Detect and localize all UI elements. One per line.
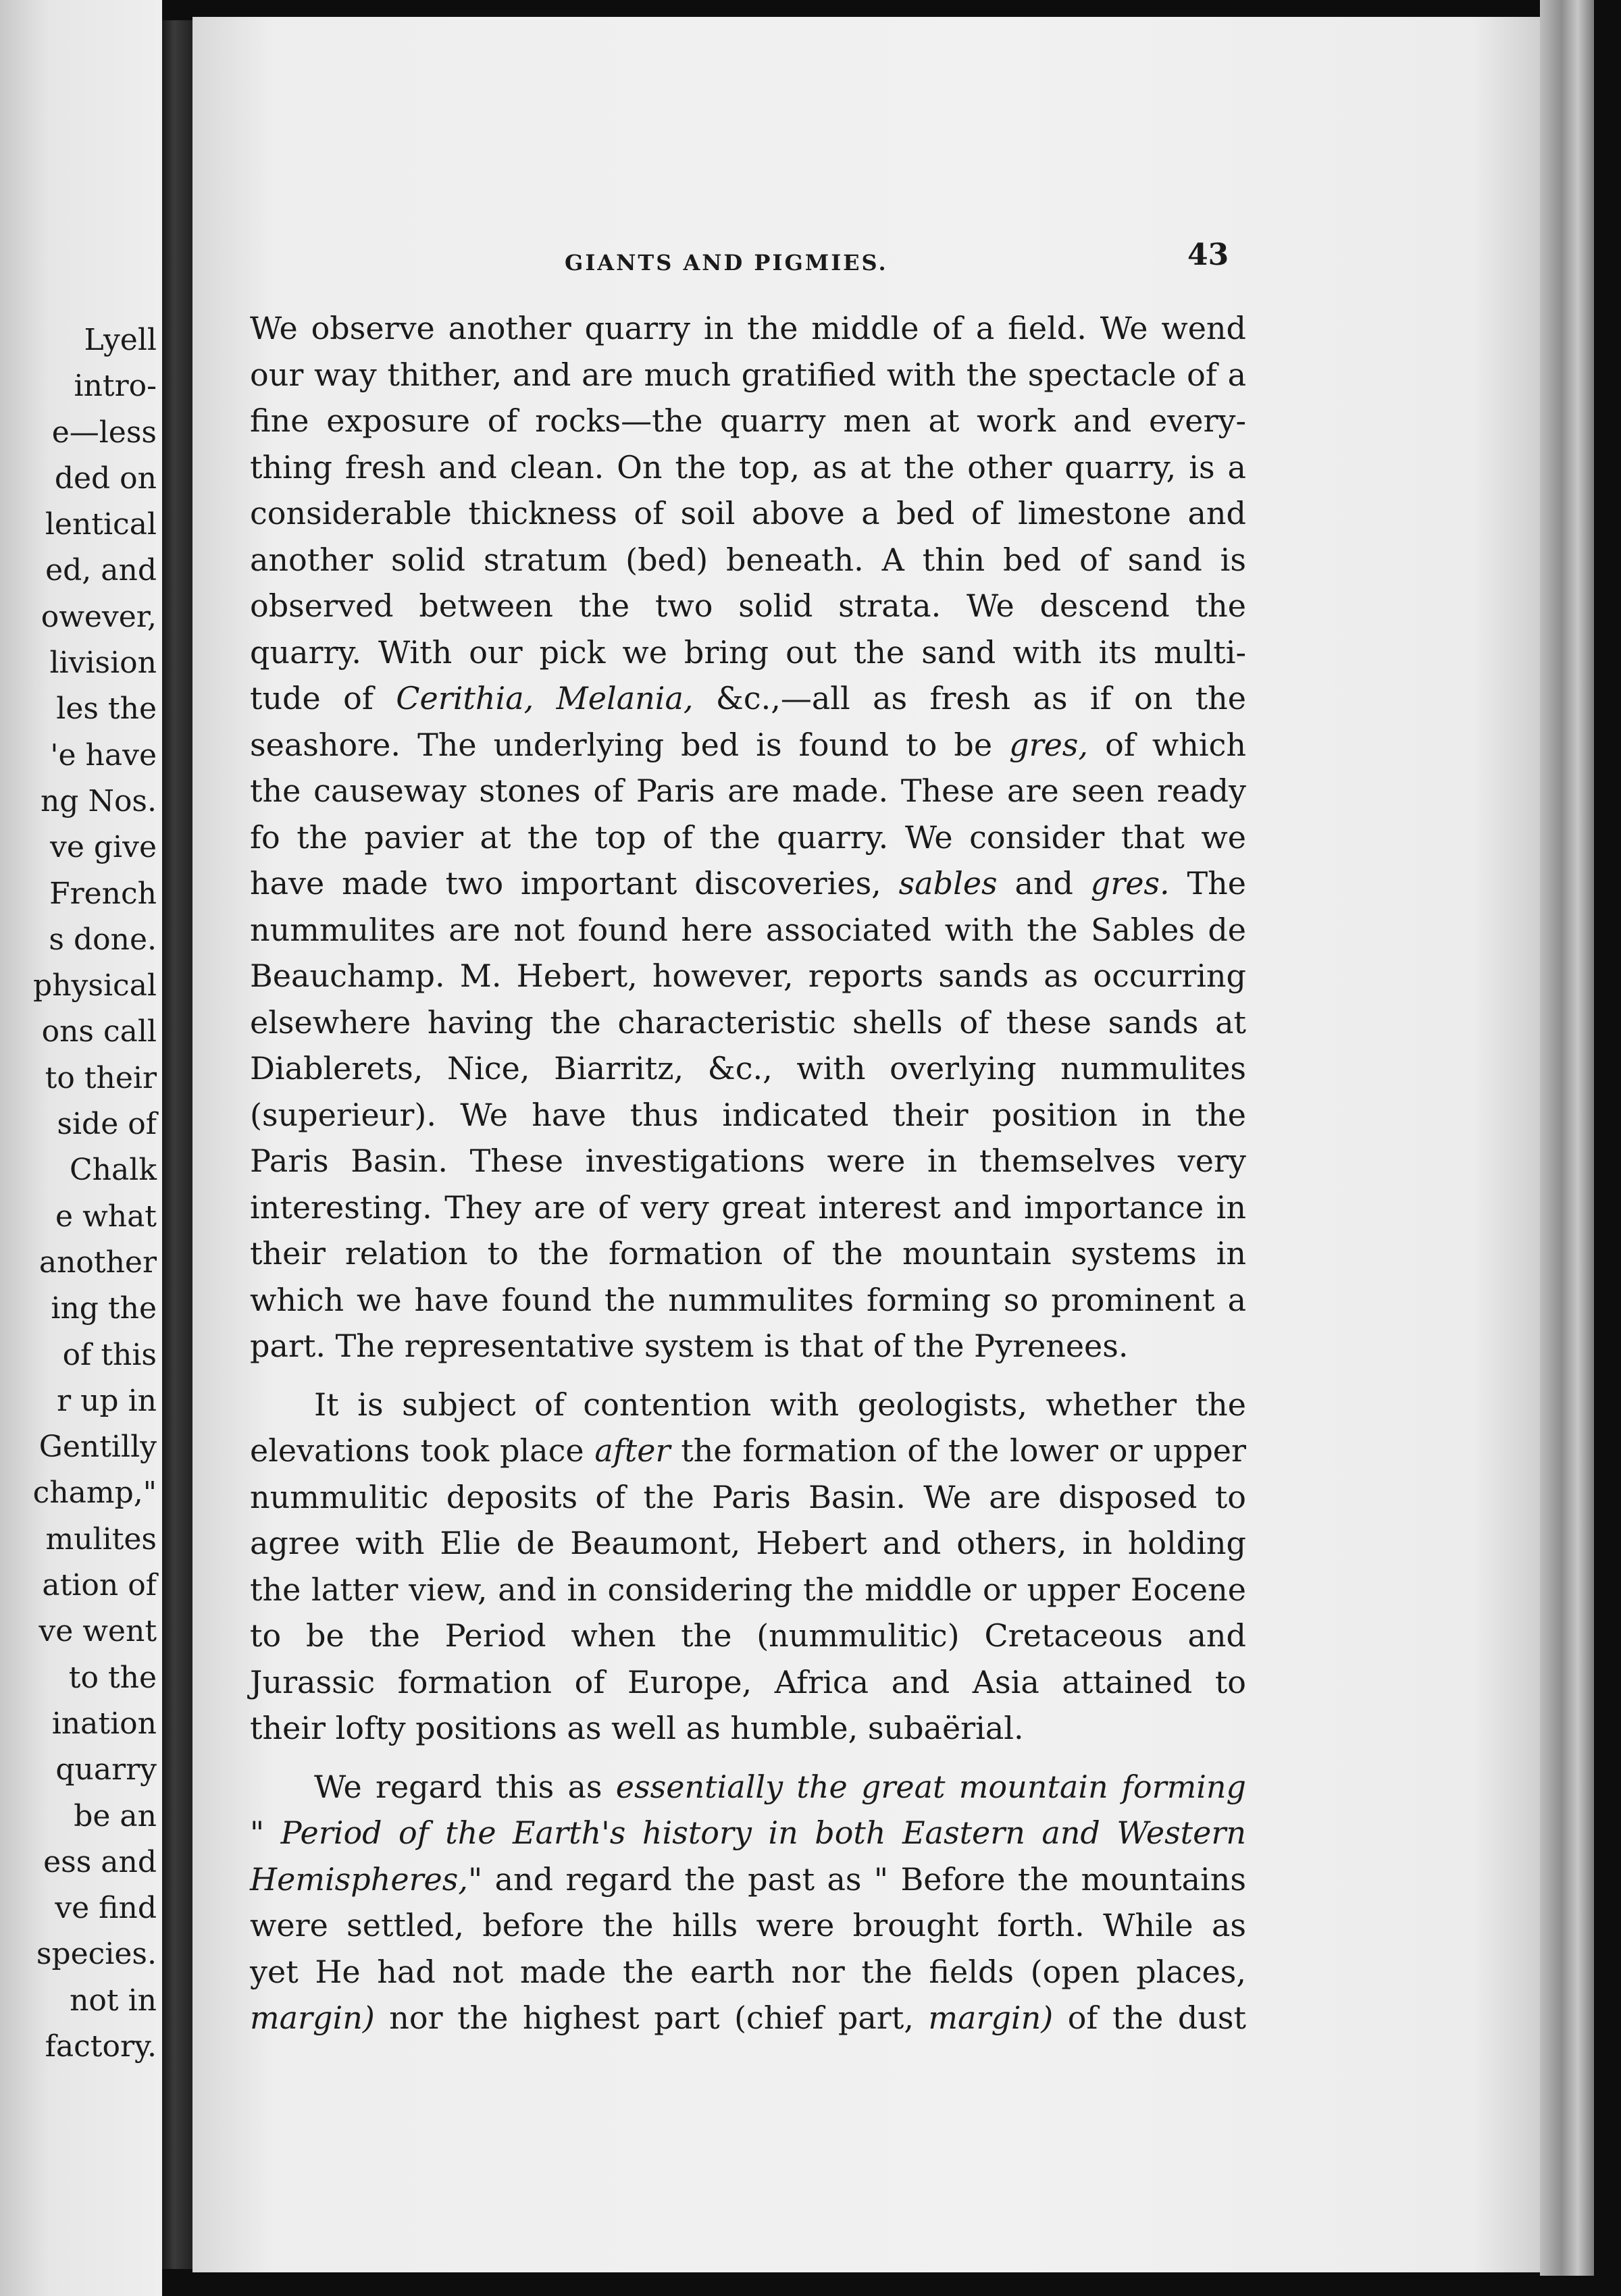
facing-page-line: species. bbox=[36, 1937, 157, 1972]
italic-text: gres. bbox=[1090, 865, 1170, 902]
facing-page-line: ess and bbox=[43, 1844, 157, 1879]
text-line: agree with Elie de Beaumont, Hebert and others, in holding bbox=[250, 1525, 1246, 1561]
facing-page-line: intro- bbox=[74, 369, 157, 404]
facing-page-line: livision bbox=[49, 646, 157, 681]
text-line: elsewhere having the characteristic shells of these sands at bbox=[250, 1003, 1246, 1041]
text-line: Diablerets, Nice, Biarritz, &c., with overlying nummulites bbox=[250, 1050, 1246, 1087]
text-run: the formation of the lower or upper bbox=[670, 1432, 1246, 1469]
text-run: We regard this as bbox=[314, 1768, 616, 1805]
text-line: Beauchamp. M. Hebert, however, reports sands as occurring bbox=[250, 958, 1246, 994]
facing-page-line: Lyell bbox=[84, 323, 157, 357]
text-line: nummulites are not found here associated with the Sables de bbox=[250, 911, 1246, 948]
text-run: nor the highest part (chief part, bbox=[374, 2000, 929, 2036]
italic-text: after bbox=[594, 1432, 671, 1469]
facing-page-line: of this bbox=[62, 1337, 157, 1372]
facing-page-line: e—less bbox=[51, 415, 157, 450]
facing-page-line: s done. bbox=[49, 922, 157, 957]
facing-page-line: ed, and bbox=[45, 553, 157, 588]
text-line bbox=[250, 1995, 1246, 2041]
facing-page-line: factory. bbox=[45, 2029, 157, 2064]
facing-page-left bbox=[0, 0, 162, 2296]
text-run: seashore. The underlying bed is found to be bbox=[250, 726, 1010, 763]
text-run: " and regard the past as " Before the mountains bbox=[468, 1860, 1246, 1898]
text-line: fo the pavier at the top of the quarry. We consider that we bbox=[250, 818, 1246, 856]
italic-text: Period of the Earth's history in both Eastern and Western bbox=[280, 1815, 1247, 1851]
facing-page-line: to their bbox=[45, 1060, 157, 1095]
text-run: of the dust bbox=[1053, 2000, 1246, 2036]
italic-text: margin) bbox=[928, 2000, 1054, 2036]
text-line: quarry. With our pick we bring out the sand with its multi- bbox=[250, 633, 1246, 671]
facing-page-line: Chalk bbox=[70, 1153, 157, 1188]
paragraph-2 bbox=[250, 1382, 1246, 1752]
text-line: thing fresh and clean. On the top, as at the other quarry, is a bbox=[250, 448, 1246, 486]
text-line: which we have found the nummulites forming so prominent a bbox=[250, 1281, 1246, 1318]
text-run: " bbox=[250, 1815, 281, 1851]
text-run: elevations took place bbox=[250, 1432, 595, 1469]
italic-text: gres, bbox=[1009, 726, 1089, 763]
binding-gutter bbox=[162, 20, 192, 2269]
facing-page-line: r up in bbox=[57, 1383, 157, 1418]
facing-page-line: 'e have bbox=[50, 737, 157, 773]
text-line bbox=[250, 1810, 1246, 1856]
facing-page-line: physical bbox=[33, 968, 157, 1003]
facing-page-line: ng Nos. bbox=[40, 783, 157, 818]
text-line: observed between the two solid strata. We descend the bbox=[250, 588, 1246, 624]
facing-page-line: les the bbox=[56, 692, 157, 727]
text-line: (superieur). We have thus indicated their position in the bbox=[250, 1096, 1246, 1133]
facing-page-line: e what bbox=[55, 1199, 157, 1234]
text-run: and bbox=[997, 865, 1091, 902]
facing-page-line: mulites bbox=[45, 1521, 157, 1557]
text-line: Jurassic formation of Europe, Africa and Asia attained to bbox=[250, 1663, 1246, 1700]
italic-text: essentially the great mountain forming bbox=[615, 1768, 1246, 1805]
text-run: of which bbox=[1088, 726, 1246, 763]
facing-page-line: French bbox=[49, 876, 157, 911]
text-line: their lofty positions as well as humble, subaërial. bbox=[250, 1710, 1024, 1746]
facing-page-line: be an bbox=[74, 1798, 157, 1833]
text-run: The bbox=[1169, 865, 1246, 902]
text-line: to be the Period when the (nummulitic) Cretaceous and bbox=[250, 1617, 1246, 1654]
facing-page-line: to the bbox=[68, 1660, 157, 1695]
text-line: our way thither, and are much gratified with the spectacle of a bbox=[250, 356, 1246, 393]
facing-page-line: champ," bbox=[32, 1476, 157, 1511]
facing-page-line: Gentilly bbox=[38, 1430, 157, 1465]
facing-page-line: ve give bbox=[49, 830, 157, 865]
text-line: It is subject of contention with geologists, whether the bbox=[314, 1386, 1246, 1423]
italic-text: Hemispheres, bbox=[250, 1860, 469, 1898]
italic-text: sables bbox=[898, 865, 998, 902]
text-line: fine exposure of rocks—the quarry men at work and every- bbox=[250, 402, 1246, 439]
facing-page-line: ination bbox=[51, 1706, 157, 1741]
text-run: tude of bbox=[250, 680, 396, 716]
facing-page-line: ve find bbox=[55, 1891, 157, 1926]
facing-page-line: quarry bbox=[55, 1752, 157, 1788]
text-line: the latter view, and in considering the middle or upper Eocene bbox=[250, 1571, 1246, 1608]
text-line: nummulitic deposits of the Paris Basin. We are disposed to bbox=[250, 1478, 1246, 1515]
paragraph-3 bbox=[250, 1764, 1246, 2041]
running-head: GIANTS AND PIGMIES. bbox=[565, 250, 888, 276]
page-number: 43 bbox=[1187, 238, 1229, 272]
text-line: yet He had not made the earth nor the fields (open places, bbox=[250, 1953, 1246, 1990]
text-line bbox=[250, 1428, 1246, 1474]
text-run: &c.,—all as fresh as if on the bbox=[693, 680, 1246, 716]
body-text bbox=[250, 305, 1246, 2041]
text-line bbox=[250, 675, 1246, 722]
facing-page-line: owever, bbox=[41, 599, 157, 634]
facing-page-line: side of bbox=[57, 1107, 157, 1142]
page-edge bbox=[1540, 0, 1594, 2276]
text-run: have made two important discoveries, bbox=[250, 865, 899, 902]
text-line: the causeway stones of Paris are made. These are seen ready bbox=[250, 773, 1246, 809]
facing-page-line: ing the bbox=[51, 1291, 157, 1326]
facing-page-line: not in bbox=[70, 1983, 157, 2018]
facing-page-line: ve went bbox=[38, 1614, 157, 1649]
text-line bbox=[250, 1764, 1246, 1810]
text-line bbox=[250, 1856, 1246, 1903]
facing-page-line: ded on bbox=[54, 461, 157, 496]
text-line: We observe another quarry in the middle of a field. We wend bbox=[250, 310, 1246, 346]
text-line bbox=[250, 722, 1246, 768]
facing-page-line: ons call bbox=[41, 1014, 157, 1049]
italic-text: Cerithia, Melania, bbox=[396, 680, 694, 716]
text-line: considerable thickness of soil above a bed of limestone and bbox=[250, 495, 1246, 531]
text-line bbox=[250, 860, 1246, 907]
italic-text: margin) bbox=[250, 2000, 375, 2036]
text-line: interesting. They are of very great interest and importance in bbox=[250, 1189, 1246, 1226]
facing-page-line: ation of bbox=[42, 1568, 157, 1603]
text-line: Paris Basin. These investigations were in themselves very bbox=[250, 1143, 1246, 1179]
facing-page-line: another bbox=[38, 1245, 157, 1280]
text-line: their relation to the formation of the mountain systems in bbox=[250, 1235, 1246, 1272]
paragraph-1 bbox=[250, 305, 1246, 1369]
facing-page-line: lentical bbox=[45, 507, 157, 542]
text-line: were settled, before the hills were brought forth. While as bbox=[250, 1907, 1246, 1943]
facing-page-text bbox=[33, 317, 157, 2070]
text-line: part. The representative system is that of the Pyrenees. bbox=[250, 1328, 1129, 1364]
text-line: another solid stratum (bed) beneath. A thin bed of sand is bbox=[250, 541, 1246, 578]
